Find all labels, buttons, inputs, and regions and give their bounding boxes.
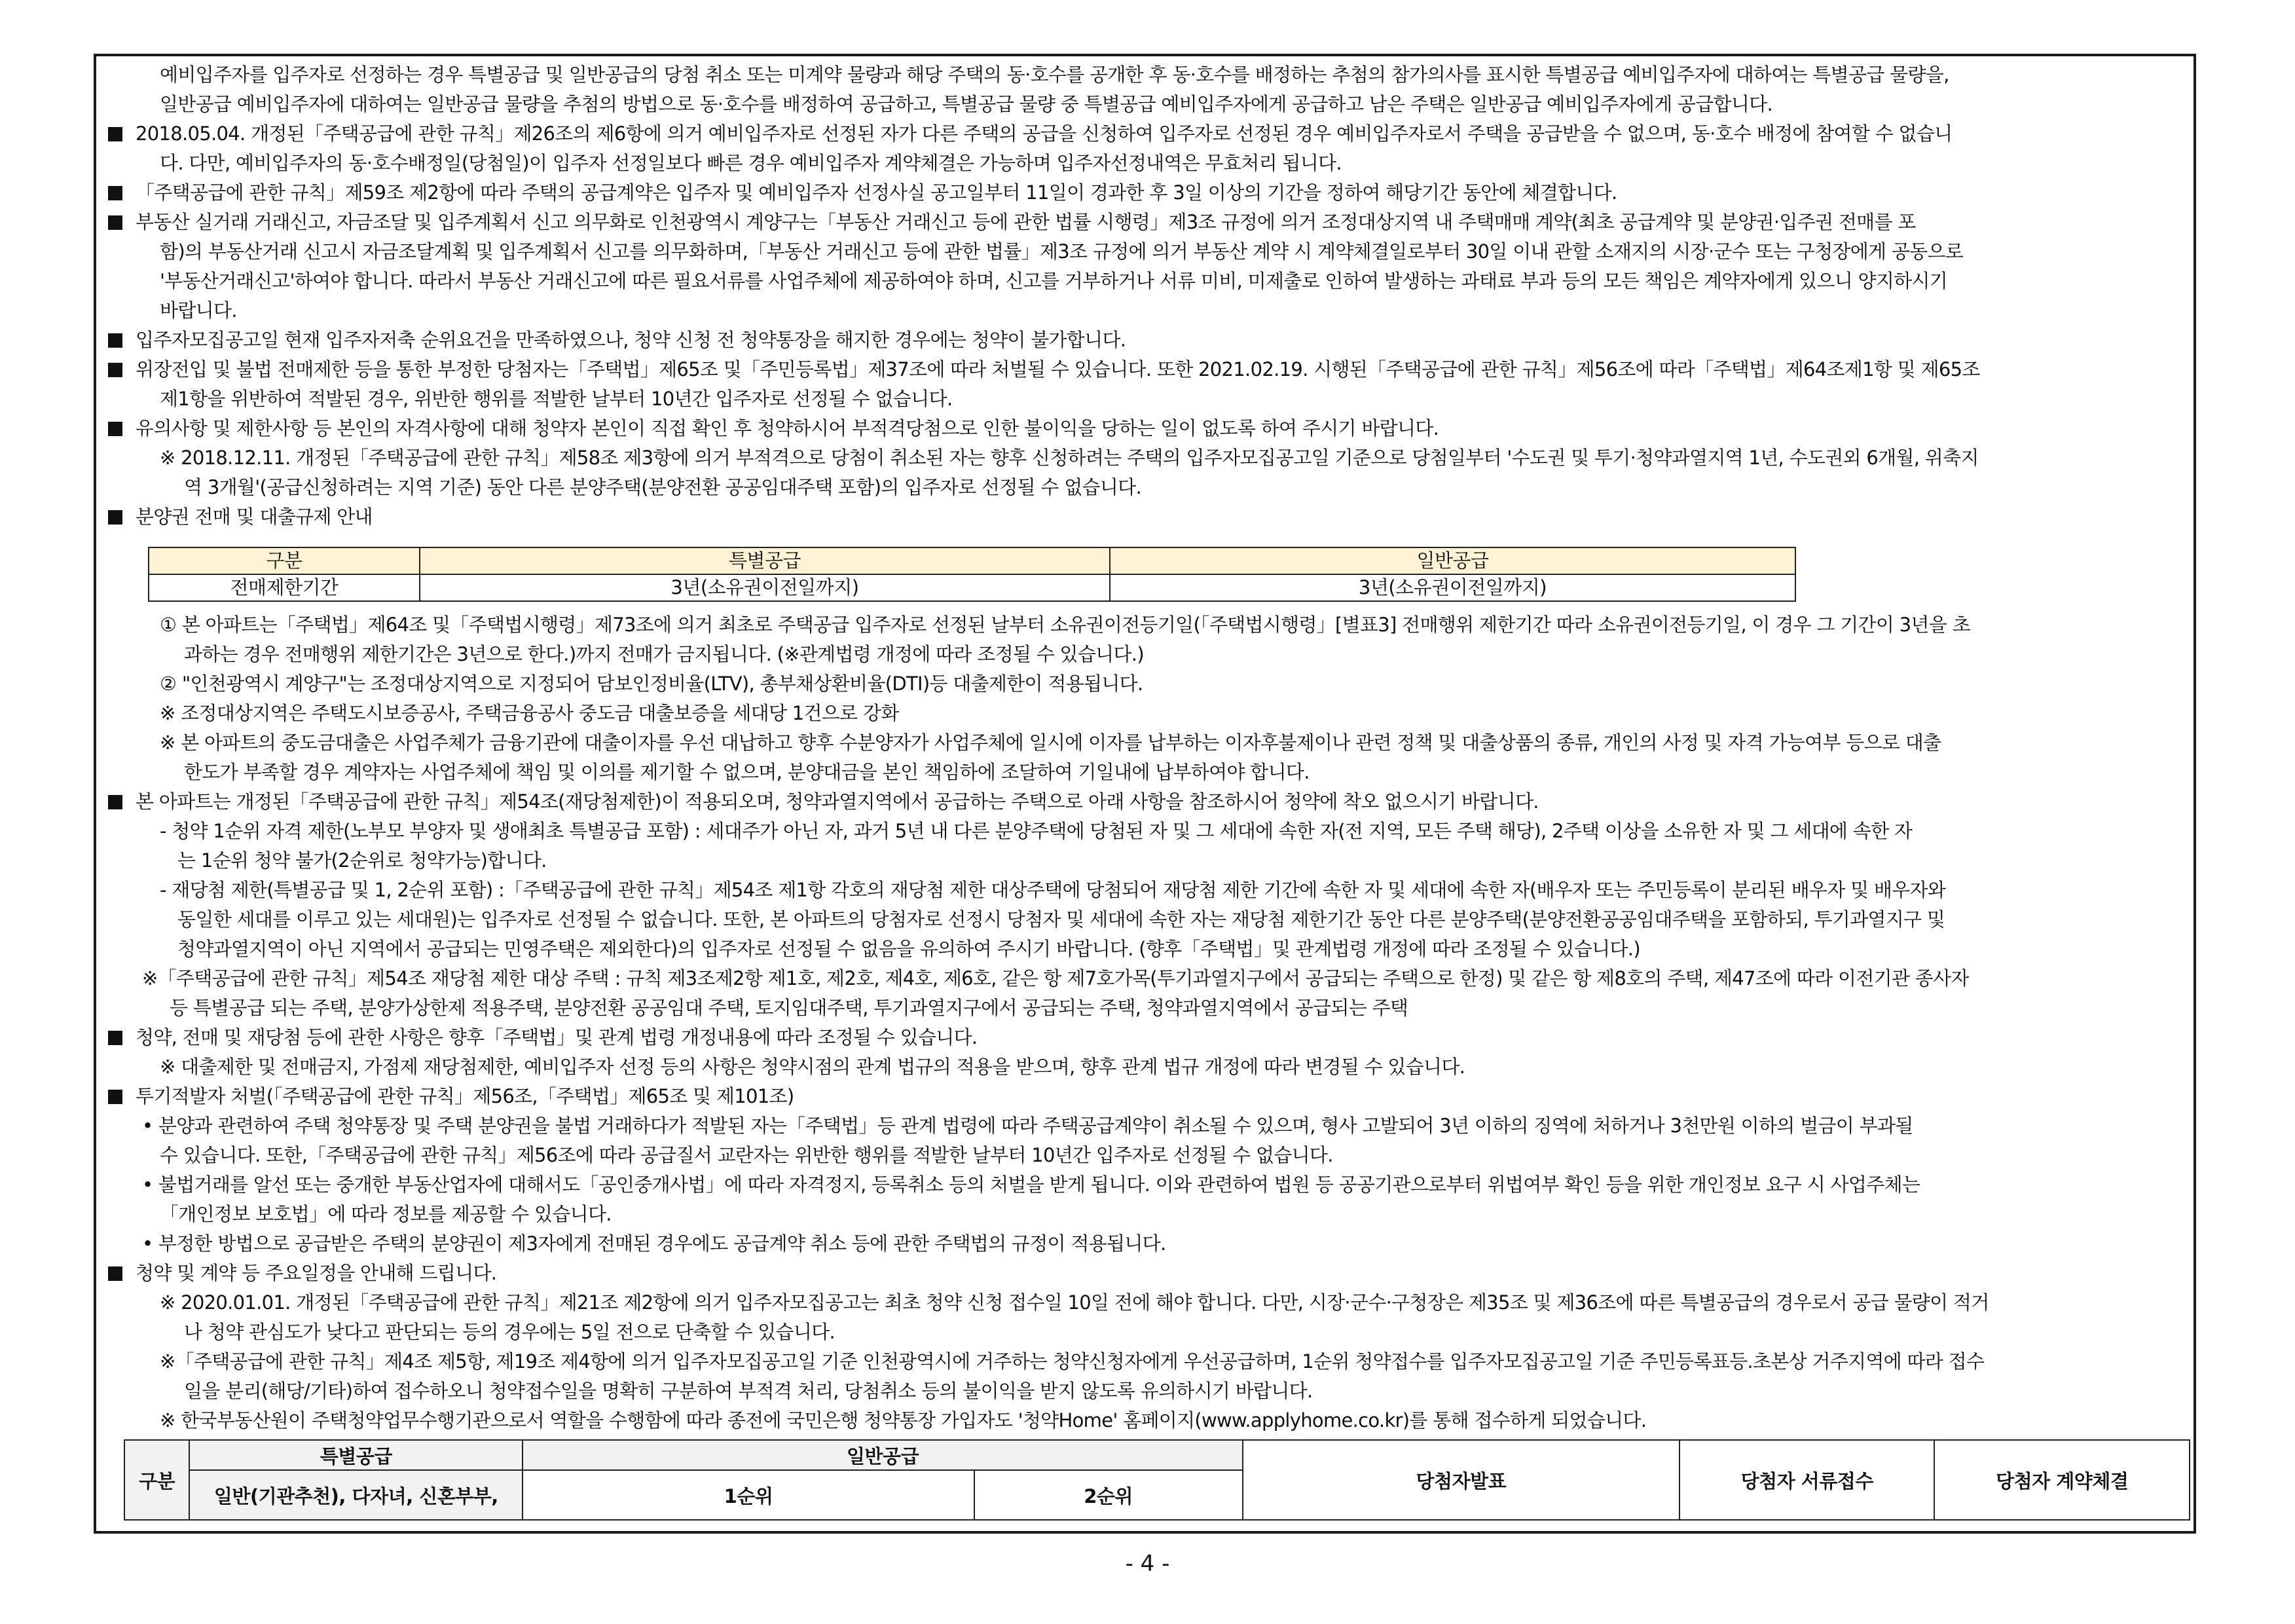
text-line — [104, 1170, 2186, 1200]
line-text: 일을 분리(해당/기타)하여 접수하오니 청약접수일을 명확히 구분하여 부적격 처리, 당첨취소 등의 불이익을 받지 않도록 유의하시기 바랍니다. — [184, 1380, 1313, 1402]
line-text: 과하는 경우 전매행위 제한기간은 3년으로 한다.)까지 전매가 금지됩니다. (※관계법령 개정에 따라 조정될 수 있습니다.) — [184, 643, 1144, 665]
notice-block-1 — [104, 60, 2186, 532]
text-line — [104, 119, 2186, 149]
line-text: ※「주택공급에 관한 규칙」제54조 재당첨 제한 대상 주택 : 규칙 제3조제2항 제1호, 제2호, 제4호, 제6호, 같은 항 제7호가목(투기과열지구에서 공급되는 주택으로 한정) 및 같은 항 제8호의 주택, 제47조에 따라 이전기관 종사자 — [142, 967, 1969, 989]
line-text: 「개인정보 보호법」에 따라 정보를 제공할 수 있습니다. — [160, 1203, 612, 1225]
text-line — [104, 1229, 2186, 1259]
page-number: - 4 - — [1125, 1551, 1170, 1577]
text-line — [104, 669, 2186, 699]
line-text: 바랍니다. — [160, 299, 237, 322]
text-line — [104, 1200, 2186, 1229]
notice-content — [104, 60, 2186, 1534]
line-text: 수 있습니다. 또한,「주택공급에 관한 규칙」제56조에 따라 공급질서 교란자는 위반한 행위를 적발한 날부터 10년간 입주자로 선정될 수 없습니다. — [160, 1144, 1333, 1166]
line-text: ※ 대출제한 및 전매금지, 가점제 재당첨제한, 예비입주자 선정 등의 사항은 청약시점의 관계 법규의 적용을 받으며, 향후 관계 법규 개정에 따라 변경될 수 있습니다. — [160, 1056, 1465, 1078]
line-text: ※ 한국부동산원이 주택청약업무수행기관으로서 역할을 수행함에 따라 종전에 국민은행 청약통장 가입자도 '청약Home' 홈페이지(www.applyhome.co.kr)를 통해 접수하게 되었습니다. — [160, 1409, 1647, 1431]
line-text: • 불법거래를 알선 또는 중개한 부동산업자에 대해서도「공인중개사법」에 따라 자격정지, 등록취소 등의 처벌을 받게 됩니다. 이와 관련하여 법원 등 공공기관으로부터 위법여부 확인 등을 위한 개인정보 요구 시 사업주체는 — [142, 1173, 1920, 1196]
line-text: 청약, 전매 및 재당첨 등에 관한 사항은 향후「주택법」및 관계 법령 개정내용에 따라 조정될 수 있습니다. — [136, 1026, 978, 1048]
line-text: ※ 2020.01.01. 개정된「주택공급에 관한 규칙」제21조 제2항에 의거 입주자모집공고는 최초 청약 신청 접수일 10일 전에 해야 합니다. 다만, 시장·군수·구청장은 제35조 및 제36조에 따른 특별공급의 경우로서 공급 물량이 적거 — [160, 1291, 1989, 1314]
resale-restriction-table — [148, 547, 1796, 602]
line-text: • 분양과 관련하여 주택 청약통장 및 주택 분양권을 불법 거래하다가 적발된 자는「주택법」등 관계 법령에 따라 주택공급계약이 취소될 수 있으며, 형사 고발되어 3년 이하의 징역에 처하거나 3천만원 이하의 벌금이 부과될 — [142, 1115, 1913, 1137]
line-text: - 청약 1순위 자격 제한(노부모 부양자 및 생애최초 특별공급 포함) : 세대주가 아닌 자, 과거 5년 내 다른 분양주택에 당첨된 자 및 그 세대에 속한 자(전 지역, 모든 주택 해당), 2주택 이상을 소유한 자 및 그 세대에 속한 자 — [160, 820, 1913, 842]
text-line — [104, 325, 2186, 355]
square-bullet-icon — [108, 355, 130, 384]
table-header-general: 일반공급 — [1110, 547, 1795, 574]
line-text: 유의사항 및 제한사항 등 본인의 자격사항에 대해 청약자 본인이 직접 확인 후 청약하시어 부적격당첨으로 인한 불이익을 당하는 일이 없도록 하여 주시기 바랍니다. — [136, 417, 1439, 439]
text-line — [104, 699, 2186, 728]
schedule-rank1: 1순위 — [523, 1470, 974, 1520]
line-text: ※ 조정대상지역은 주택도시보증공사, 주택금융공사 중도금 대출보증을 세대당 1건으로 강화 — [160, 702, 899, 724]
text-line — [104, 178, 2186, 208]
line-text: ② "인천광역시 계양구"는 조정대상지역으로 지정되어 담보인정비율(LTV), 총부채상환비율(DTI)등 대출제한이 적용됩니다. — [160, 673, 1143, 695]
resale-table-wrapper — [104, 532, 2186, 610]
text-line — [104, 817, 2186, 846]
line-text: 일반공급 예비입주자에 대하여는 일반공급 물량을 추첨의 방법으로 동·호수를 배정하여 공급하고, 특별공급 물량 중 특별공급 예비입주자에게 공급하고 남은 주택은 일반공급 예비입주자에게 공급합니다. — [160, 93, 1772, 115]
line-text: 위장전입 및 불법 전매제한 등을 통한 부정한 당첨자는「주택법」제65조 및「주민등록법」제37조에 따라 처벌될 수 있습니다. 또한 2021.02.19. 시행된「주택공급에 관한 규칙」제56조에 따라「주택법」제64조제1항 및 제65조 — [136, 358, 1980, 380]
line-text: 동일한 세대를 이루고 있는 세대원)는 입주자로 선정될 수 없습니다. 또한, 본 아파트의 당첨자로 선정시 당첨자 및 세대에 속한 자는 재당첨 제한기간 동안 다른 분양주택(분양전환공공임대주택을 포함하되, 투기과열지구 및 — [177, 908, 1945, 931]
square-bullet-icon — [108, 787, 130, 817]
line-text: 한도가 부족할 경우 계약자는 사업주체에 책임 및 이의를 제기할 수 없으며, 분양대금을 본인 책임하에 조달하여 기일내에 납부하여야 합니다. — [184, 761, 1310, 783]
schedule-docs: 당첨자 서류접수 — [1680, 1440, 1934, 1520]
schedule-special: 특별공급 — [189, 1440, 523, 1470]
schedule-announce: 당첨자발표 — [1243, 1440, 1680, 1520]
text-line — [104, 1111, 2186, 1141]
square-bullet-icon — [108, 119, 130, 149]
line-text: 제1항을 위반하여 적발된 경우, 위반한 행위를 적발한 날부터 10년간 입주자로 선정될 수 없습니다. — [160, 388, 953, 410]
text-line — [104, 1347, 2186, 1376]
square-bullet-icon — [108, 502, 130, 532]
page-frame — [94, 54, 2196, 1534]
line-text: 함)의 부동산거래 신고시 자금조달계획 및 입주계획서 신고를 의무화하며,「부동산 거래신고 등에 관한 법률」제3조 규정에 의거 부동산 계약 시 계약체결일로부터 30일 이내 관할 소재지의 시장·군수 또는 구청장에게 공동으로 — [160, 240, 1964, 263]
text-line — [104, 964, 2186, 993]
line-text: ※「주택공급에 관한 규칙」제4조 제5항, 제19조 제4항에 의거 입주자모집공고일 기준 인천광역시에 거주하는 청약신청자에게 우선공급하며, 1순위 청약접수를 입주자모집공고일 기준 주민등록표등.초본상 거주지역에 따라 접수 — [160, 1350, 1985, 1373]
line-text: - 재당첨 제한(특별공급 및 1, 2순위 포함) :「주택공급에 관한 규칙」제54조 제1항 각호의 재당첨 제한 대상주택에 당첨되어 재당첨 제한 기간에 속한 자 및 세대에 속한 자(배우자 또는 주민등록이 분리된 배우자 및 배우자와 — [160, 879, 1946, 901]
text-line — [104, 355, 2186, 384]
line-text: 2018.05.04. 개정된「주택공급에 관한 규칙」제26조의 제6항에 의거 예비입주자로 선정된 자가 다른 주택의 공급을 신청하여 입주자로 선정된 경우 예비입주자로서 주택을 공급받을 수 없으며, 동·호수 배정에 참여할 수 없습니 — [136, 122, 1953, 145]
text-line — [104, 1406, 2186, 1435]
text-line — [104, 90, 2186, 119]
text-line — [104, 149, 2186, 178]
line-text: 「주택공급에 관한 규칙」제59조 제2항에 따라 주택의 공급계약은 입주자 및 예비입주자 선정사실 공고일부터 11일이 경과한 후 3일 이상의 기간을 정하여 해당기간 동안에 체결합니다. — [136, 181, 1617, 204]
square-bullet-icon — [108, 178, 130, 208]
text-line — [104, 414, 2186, 443]
text-line — [104, 443, 2186, 473]
line-text: 입주자모집공고일 현재 입주자저축 순위요건을 만족하였으나, 청약 신청 전 청약통장을 해지한 경우에는 청약이 불가합니다. — [136, 329, 1126, 351]
line-text: 본 아파트는 개정된「주택공급에 관한 규칙」제54조(재당첨제한)이 적용되오며, 청약과열지역에서 공급하는 주택으로 아래 사항을 참조하시어 청약에 착오 없으시기 바랍니다. — [136, 790, 1539, 813]
square-bullet-icon — [108, 325, 130, 355]
text-line — [104, 267, 2186, 296]
text-line — [104, 758, 2186, 787]
schedule-special-sub: 일반(기관추천), 다자녀, 신혼부부, — [189, 1470, 523, 1520]
square-bullet-icon — [108, 1082, 130, 1111]
text-line — [104, 1318, 2186, 1347]
line-text: 다. 다만, 예비입주자의 동·호수배정일(당첨일)이 입주자 선정일보다 빠른 경우 예비입주자 계약체결은 가능하며 입주자선정내역은 무효처리 됩니다. — [160, 152, 1342, 174]
text-line — [104, 993, 2186, 1023]
text-line — [104, 876, 2186, 905]
line-text: 분양권 전매 및 대출규제 안내 — [136, 506, 373, 528]
table-cell-special: 3년(소유권이전일까지) — [420, 574, 1110, 601]
line-text: 역 3개월'(공급신청하려는 지역 기준) 동안 다른 분양주택(분양전환 공공임대주택 포함)의 입주자로 선정될 수 없습니다. — [184, 476, 1141, 498]
table-header-row — [149, 547, 1795, 574]
line-text: 부동산 실거래 거래신고, 자금조달 및 입주계획서 신고 의무화로 인천광역시 계양구는「부동산 거래신고 등에 관한 법률 시행령」제3조 규정에 의거 조정대상지역 내 주택매매 계약(최초 공급계약 및 분양권·입주권 전매를 포 — [136, 211, 1916, 233]
text-line — [104, 1288, 2186, 1318]
text-line — [104, 384, 2186, 414]
square-bullet-icon — [108, 1259, 130, 1288]
schedule-gubun: 구분 — [124, 1440, 189, 1520]
text-line — [104, 934, 2186, 964]
table-header-gubun: 구분 — [149, 547, 420, 574]
text-line — [104, 237, 2186, 267]
schedule-header-row — [124, 1440, 2190, 1470]
text-line — [104, 208, 2186, 237]
line-text: 예비입주자를 입주자로 선정하는 경우 특별공급 및 일반공급의 당첨 취소 또는 미계약 물량과 해당 주택의 동·호수를 공개한 후 동·호수를 배정하는 추첨의 참가의사를 표시한 특별공급 예비입주자에 대하여는 특별공급 물량을, — [160, 64, 1949, 86]
square-bullet-icon — [108, 1023, 130, 1052]
text-line — [104, 473, 2186, 502]
line-text: 등 특별공급 되는 주택, 분양가상한제 적용주택, 분양전환 공공임대 주택, 토지임대주택, 투기과열지구에서 공급되는 주택, 청약과열지역에서 공급되는 주택 — [170, 997, 1408, 1019]
schedule-contract: 당첨자 계약체결 — [1934, 1440, 2190, 1520]
text-line — [104, 1376, 2186, 1406]
table-cell-label: 전매제한기간 — [149, 574, 420, 601]
table-cell-general: 3년(소유권이전일까지) — [1110, 574, 1795, 601]
line-text: 청약과열지역이 아닌 지역에서 공급되는 민영주택은 제외한다)의 입주자로 선정될 수 없음을 유의하여 주시기 바랍니다. (향후「주택법」및 관계법령 개정에 따라 조정될 수 있습니다.) — [177, 938, 1640, 960]
line-text: 투기적발자 처벌(「주택공급에 관한 규칙」제56조,「주택법」제65조 및 제101조) — [136, 1085, 794, 1107]
text-line — [104, 1141, 2186, 1170]
schedule-general: 일반공급 — [523, 1440, 1242, 1470]
text-line — [104, 1023, 2186, 1052]
line-text: ※ 본 아파트의 중도금대출은 사업주체가 금융기관에 대출이자를 우선 대납하고 향후 수분양자가 사업주체에 일시에 이자를 납부하는 이자후불제이나 관련 정책 및 대출상품의 종류, 개인의 사정 및 자격 가능여부 등으로 대출 — [160, 731, 1941, 754]
text-line — [104, 787, 2186, 817]
square-bullet-icon — [108, 208, 130, 237]
text-line — [104, 846, 2186, 876]
square-bullet-icon — [108, 414, 130, 443]
text-line — [104, 640, 2186, 669]
line-text: ※ 2018.12.11. 개정된「주택공급에 관한 규칙」제58조 제3항에 의거 부적격으로 당첨이 취소된 자는 향후 신청하려는 주택의 입주자모집공고일 기준으로 당첨일부터 '수도권 및 투기·청약과열지역 1년, 수도권외 6개월, 위축지 — [160, 447, 1979, 469]
text-line — [104, 1082, 2186, 1111]
text-line — [104, 60, 2186, 90]
schedule-rank2: 2순위 — [974, 1470, 1243, 1520]
line-text: 나 청약 관심도가 낮다고 판단되는 등의 경우에는 5일 전으로 단축할 수 있습니다. — [184, 1321, 835, 1343]
table-row — [149, 574, 1795, 601]
table-header-special: 특별공급 — [420, 547, 1110, 574]
line-text: • 부정한 방법으로 공급받은 주택의 분양권이 제3자에게 전매된 경우에도 공급계약 취소 등에 관한 주택법의 규정이 적용됩니다. — [142, 1232, 1166, 1255]
text-line — [104, 1052, 2186, 1082]
line-text: ① 본 아파트는「주택법」제64조 및「주택법시행령」제73조에 의거 최초로 주택공급 입주자로 선정된 날부터 소유권이전등기일(「주택법시행령」[별표3] 전매행위 제한기간 따라 소유권이전등기일, 이 경우 그 기간이 3년을 초 — [160, 614, 1970, 636]
text-line — [104, 610, 2186, 640]
text-line — [104, 296, 2186, 325]
schedule-table — [124, 1439, 2190, 1521]
text-line — [104, 905, 2186, 934]
schedule-table-wrapper — [104, 1435, 2186, 1534]
text-line — [104, 728, 2186, 758]
line-text: '부동산거래신고'하여야 합니다. 따라서 부동산 거래신고에 따른 필요서류를 사업주체에 제공하여야 하며, 신고를 거부하거나 서류 미비, 미제출로 인하여 발생하는 과태료 부과 등의 모든 책임은 계약자에게 있으니 양지하시기 — [160, 270, 1948, 292]
text-line — [104, 1259, 2186, 1288]
text-line — [104, 502, 2186, 532]
line-text: 는 1순위 청약 불가(2순위로 청약가능)합니다. — [177, 849, 547, 872]
line-text: 청약 및 계약 등 주요일정을 안내해 드립니다. — [136, 1262, 497, 1284]
notice-block-2 — [104, 610, 2186, 1435]
